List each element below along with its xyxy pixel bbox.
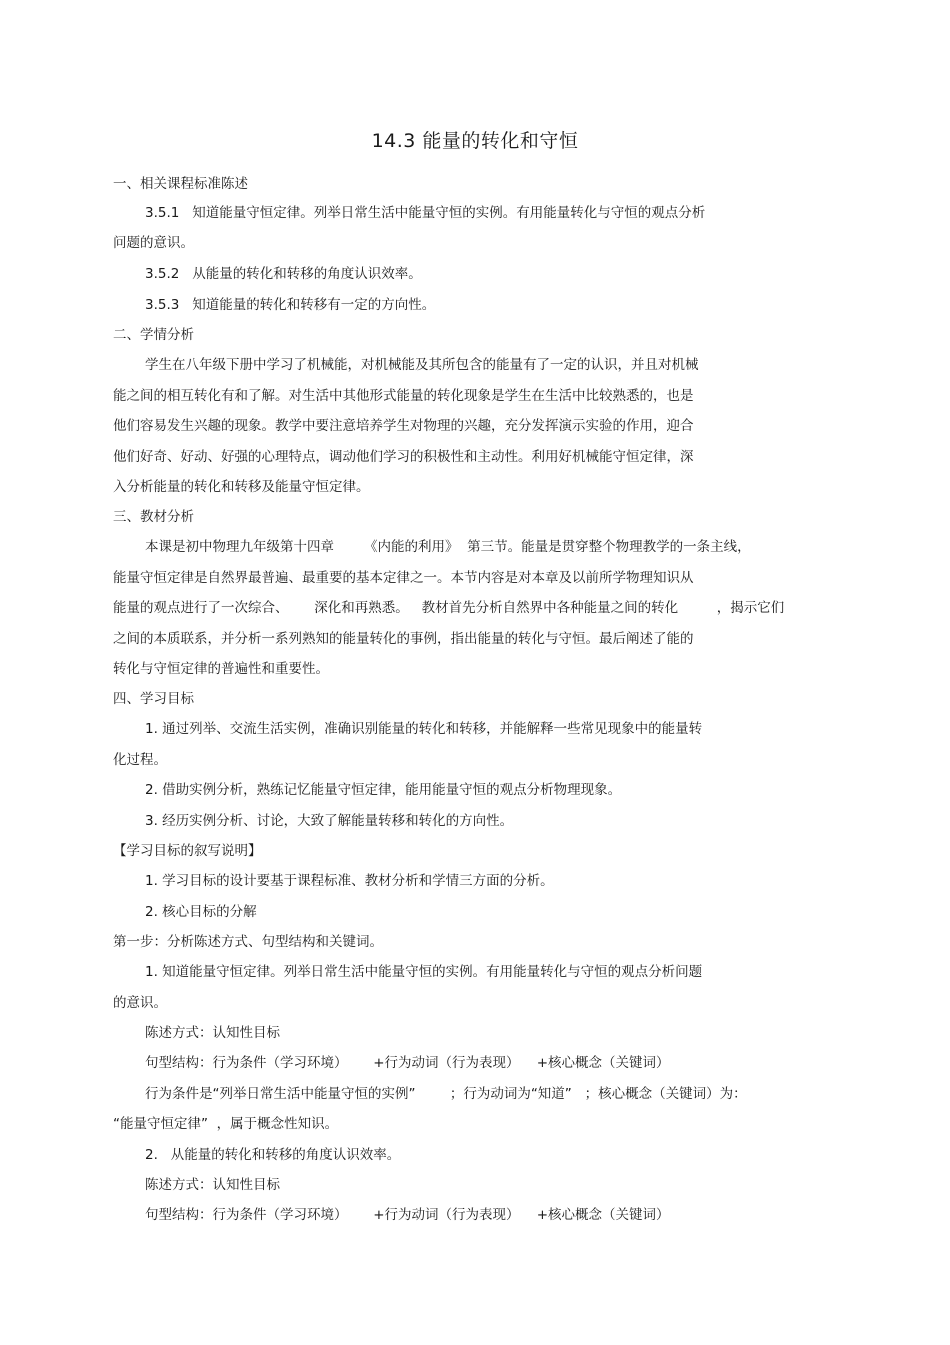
paragraph-line: 1. 知道能量守恒定律。列举日常生活中能量守恒的实例。有用能量转化与守恒的观点分析问题 <box>145 964 703 980</box>
paragraph-line: 陈述方式：认知性目标 <box>145 1025 280 1041</box>
paragraph-line: 句型结构：行为条件（学习环境） +行为动词（行为表现） +核心概念（关键词） <box>145 1055 670 1071</box>
paragraph-line: 转化与守恒定律的普遍性和重要性。 <box>113 661 329 677</box>
paragraph-line: 2. 核心目标的分解 <box>145 904 257 920</box>
paragraph-line: 2. 借助实例分析，熟练记忆能量守恒定律，能用能量守恒的观点分析物理现象。 <box>145 782 622 798</box>
paragraph-line: 3. 经历实例分析、讨论，大致了解能量转移和转化的方向性。 <box>145 813 514 829</box>
paragraph-line: 他们容易发生兴趣的现象。教学中要注意培养学生对物理的兴趣，充分发挥演示实验的作用，迎合 <box>113 418 694 434</box>
paragraph-line: 1. 学习目标的设计要基于课程标准、教材分析和学情三方面的分析。 <box>145 873 554 889</box>
paragraph-line: 的意识。 <box>113 995 167 1011</box>
section-heading: 一、相关课程标准陈述 <box>113 176 248 192</box>
paragraph-line: 本课是初中物理九年级第十四章 《内能的利用》 第三节。能量是贯穿整个物理教学的一条主线， <box>145 539 751 555</box>
paragraph-line: 能量的观点进行了一次综合、 深化和再熟悉。 教材首先分析自然界中各种能量之间的转化 ，揭示它们 <box>113 600 785 616</box>
paragraph-line: 他们好奇、好动、好强的心理特点，调动他们学习的积极性和主动性。利用好机械能守恒定律，深 <box>113 449 694 465</box>
section-heading: 三、教材分析 <box>113 509 194 525</box>
section-heading: 【学习目标的叙写说明】 <box>113 843 262 859</box>
paragraph-line: 陈述方式：认知性目标 <box>145 1177 280 1193</box>
paragraph-line: 入分析能量的转化和转移及能量守恒定律。 <box>113 479 370 495</box>
paragraph-line: 学生在八年级下册中学习了机械能，对机械能及其所包含的能量有了一定的认识，并且对机械 <box>145 357 699 373</box>
paragraph-line: 3.5.3 知道能量的转化和转移有一定的方向性。 <box>145 297 436 313</box>
paragraph-line: 句型结构：行为条件（学习环境） +行为动词（行为表现） +核心概念（关键词） <box>145 1207 670 1223</box>
paragraph-line: 3.5.2 从能量的转化和转移的角度认识效率。 <box>145 266 422 282</box>
paragraph-line: 3.5.1 知道能量守恒定律。列举日常生活中能量守恒的实例。有用能量转化与守恒的观点分析 <box>145 205 706 221</box>
paragraph-line: 之间的本质联系，并分析一系列熟知的能量转化的事例，指出能量的转化与守恒。最后阐述了能的 <box>113 631 694 647</box>
paragraph-line: 2. 从能量的转化和转移的角度认识效率。 <box>145 1147 401 1163</box>
paragraph-line: 能量守恒定律是自然界最普遍、最重要的基本定律之一。本节内容是对本章及以前所学物理知识从 <box>113 570 694 586</box>
paragraph-line: 1. 通过列举、交流生活实例，准确识别能量的转化和转移，并能解释一些常见现象中的能量转 <box>145 721 703 737</box>
paragraph-line: 化过程。 <box>113 752 167 768</box>
paragraph-line: 第一步：分析陈述方式、句型结构和关键词。 <box>113 934 383 950</box>
paragraph-line: “能量守恒定律” ，属于概念性知识。 <box>113 1116 339 1132</box>
document-title: 14.3 能量的转化和守恒 <box>371 130 579 152</box>
section-heading: 四、学习目标 <box>113 691 194 707</box>
paragraph-line: 能之间的相互转化有和了解。对生活中其他形式能量的转化现象是学生在生活中比较熟悉的，也是 <box>113 388 694 404</box>
section-heading: 二、学情分析 <box>113 327 194 343</box>
paragraph-line: 行为条件是“列举日常生活中能量守恒的实例” ；行为动词为“知道” ；核心概念（关键词）为： <box>145 1086 747 1102</box>
paragraph-line: 问题的意识。 <box>113 235 194 251</box>
